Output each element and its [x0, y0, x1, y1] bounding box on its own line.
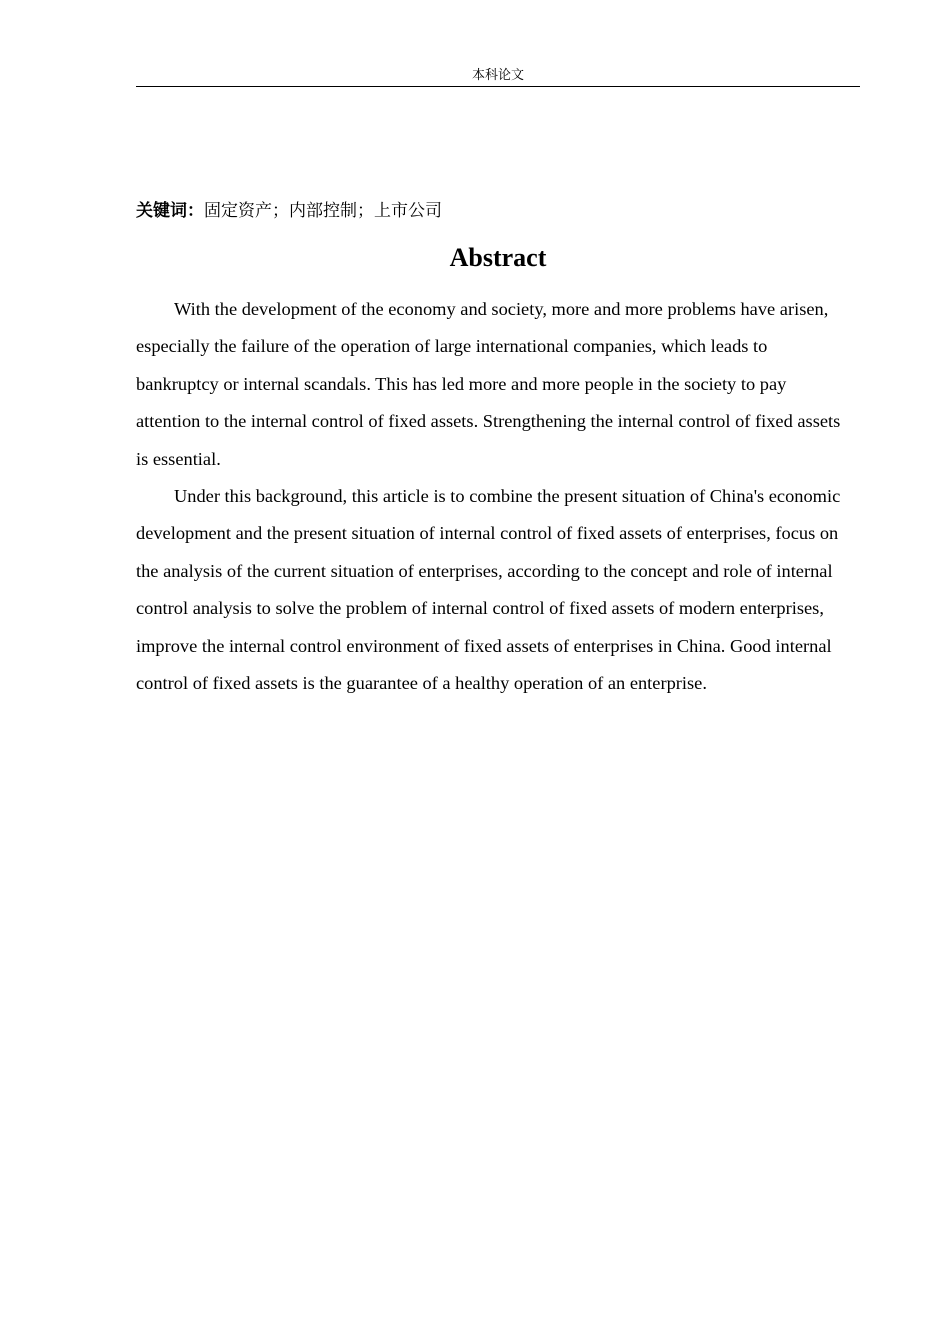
abstract-heading: Abstract: [449, 243, 547, 272]
page-header: [136, 66, 860, 87]
abstract-paragraph-1: With the development of the economy and society, more and more problems have arisen, especially the failure of the operation of large international companies, which leads to bankruptcy or internal scandals. This has led more and more people in the society to pay attention to the internal control of fixed assets. Strengthening the internal control of fixed assets is essential.: [136, 299, 841, 469]
keywords-label: 关键词：: [136, 201, 204, 221]
abstract-paragraph-2: Under this background, this article is to combine the present situation of China's economic development and the present situation of internal control of fixed assets of enterprises, focus on the analysis of the current situation of enterprises, according to the concept and role of internal control analysis to solve the problem of internal control of fixed assets of modern enterprises, improve the internal control environment of fixed assets of enterprises in China. Good internal control of fixed assets is the guarantee of a healthy operation of an enterprise.: [136, 486, 841, 694]
abstract-body: [136, 291, 846, 702]
header-title: 本科论文: [471, 68, 524, 83]
keywords-list: 固定资产；内部控制；上市公司: [204, 201, 442, 221]
keywords-line: [136, 198, 860, 224]
